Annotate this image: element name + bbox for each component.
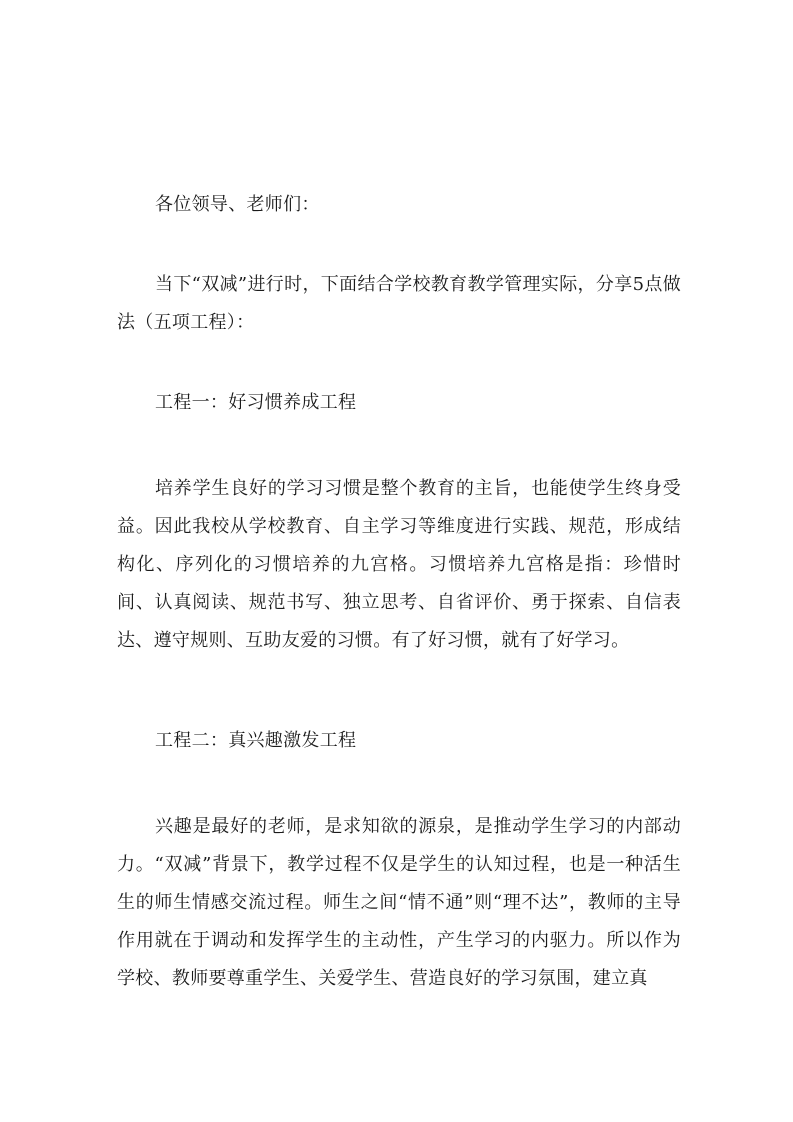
greeting: 各位领导、老师们： (155, 194, 320, 215)
intro-paragraph: 当下“双减”进行时，下面结合学校教育教学管理实际，分享5点做法（五项工程）： (117, 274, 681, 333)
section-2-heading: 工程二：真兴趣激发工程 (155, 730, 357, 751)
section-1-heading: 工程一：好习惯养成工程 (155, 392, 357, 413)
section-1-body: 培养学生良好的学习习惯是整个教育的主旨，也能使学生终身受益。因此我校从学校教育、自主学习等维度进行实践、规范，形成结构化、序列化的习惯培养的九宫格。习惯培养九宫格是指：珍惜时间、认真阅读、规范书写、独立思考、自省评价、勇于探索、自信表达、遵守规则、互助友爱的习惯。有了好习惯，就有了好学习。 (117, 478, 681, 651)
section-2-body: 兴趣是最好的老师，是求知欲的源泉，是推动学生学习的内部动力。“双减”背景下，教学过程不仅是学生的认知过程，也是一种活生生的师生情感交流过程。师生之间“情不通”则“理不达”，教师的主导作用就在于调动和发挥学生的主动性，产生学习的内驱力。所以作为学校、教师要尊重学生、关爱学生、营造良好的学习氛围，建立真 (117, 816, 681, 989)
